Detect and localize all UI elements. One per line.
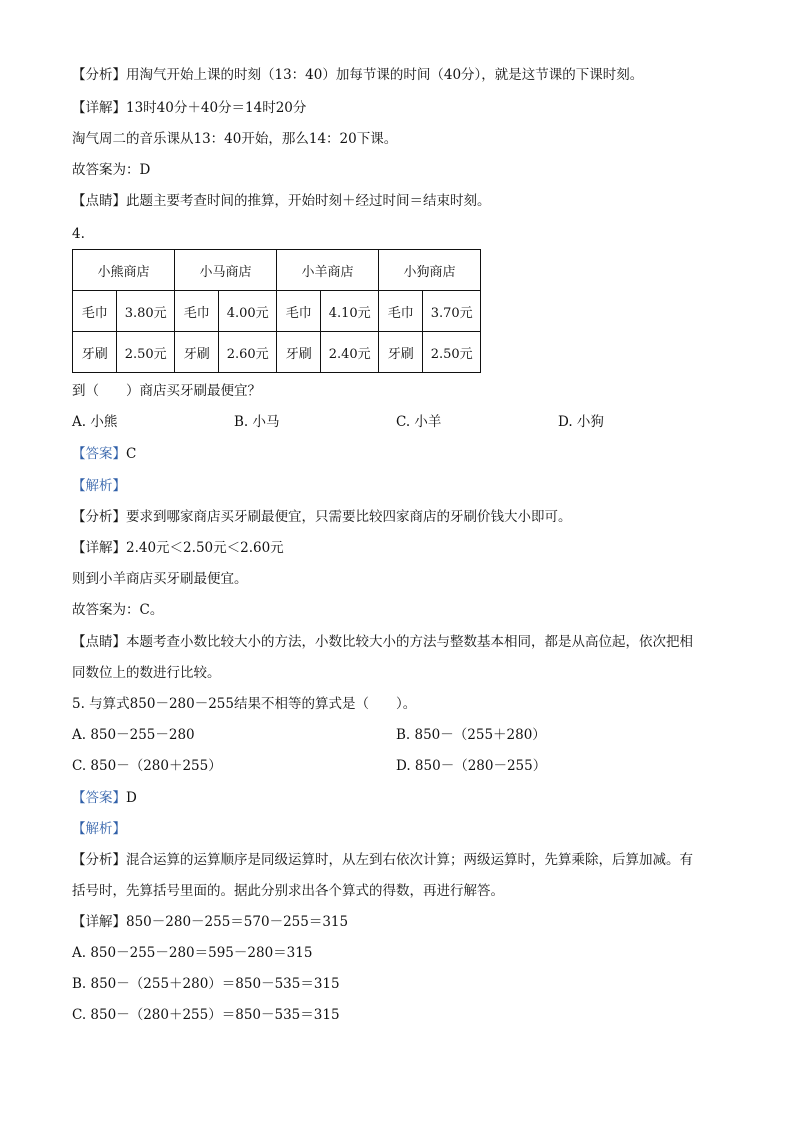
price-table	[72, 249, 481, 373]
q5-detail: 【详解】850－280－255＝570－255＝315	[72, 914, 349, 930]
q5-option-c: C. 850－（280＋255）	[72, 758, 222, 774]
item-name: 牙刷	[379, 332, 423, 373]
q4-analysis: 【分析】要求到哪家商店买牙刷最便宜，只需要比较四家商店的牙刷价钱大小即可。	[72, 509, 572, 525]
price-cell: 2.50元	[423, 332, 481, 373]
table-row	[73, 332, 481, 373]
price-cell: 3.80元	[117, 291, 175, 332]
q4-comment-line2: 同数位上的数进行比较。	[72, 665, 221, 681]
q4-option-a: A. 小熊	[72, 414, 118, 430]
q5-answer	[72, 789, 137, 807]
q4-question: 到（ ）商店买牙刷最便宜？	[72, 383, 261, 399]
price-cell: 4.10元	[321, 291, 379, 332]
answer-tag: 【答案】	[72, 790, 126, 806]
store-name: 小马商店	[175, 250, 277, 291]
price-cell: 3.70元	[423, 291, 481, 332]
item-name: 毛巾	[175, 291, 219, 332]
q5-step-b: B. 850－（255＋280）＝850－535＝315	[72, 976, 340, 992]
q4-answer	[72, 445, 136, 463]
q5-option-d: D. 850－（280－255）	[396, 758, 547, 774]
q3-explanation: 淘气周二的音乐课从13：40开始，那么14：20下课。	[72, 131, 398, 147]
q5-option-b: B. 850－（255＋280）	[396, 727, 546, 743]
store-name: 小羊商店	[277, 250, 379, 291]
answer-tag: 【答案】	[72, 446, 126, 462]
item-name: 毛巾	[277, 291, 321, 332]
item-name: 毛巾	[73, 291, 117, 332]
answer-value: D	[126, 790, 137, 806]
q5-analysis-line1: 【分析】混合运算的运算顺序是同级运算时，从左到右依次计算；两级运算时，先算乘除，后算加减。有	[72, 852, 693, 868]
store-name: 小狗商店	[379, 250, 481, 291]
q4-conclusion: 则到小羊商店买牙刷最便宜。	[72, 571, 248, 587]
q4-option-d: D. 小狗	[558, 414, 604, 430]
q3-detail: 【详解】13时40分＋40分＝14时20分	[72, 100, 307, 116]
answer-value: C	[126, 446, 137, 462]
q3-analysis: 【分析】用淘气开始上课的时刻（13：40）加每节课的时间（40分），就是这节课的下课时刻。	[72, 67, 644, 83]
price-cell: 2.60元	[219, 332, 277, 373]
q5-option-a: A. 850－255－280	[72, 727, 195, 743]
item-name: 牙刷	[73, 332, 117, 373]
q3-comment: 【点睛】此题主要考查时间的推算，开始时刻＋经过时间＝结束时刻。	[72, 193, 491, 209]
item-name: 牙刷	[175, 332, 219, 373]
q4-detail: 【详解】2.40元＜2.50元＜2.60元	[72, 540, 284, 556]
q4-analysis-tag: 【解析】	[72, 478, 126, 494]
price-cell: 2.50元	[117, 332, 175, 373]
table-row	[73, 291, 481, 332]
q4-number: 4.	[72, 226, 85, 242]
store-name: 小熊商店	[73, 250, 175, 291]
q4-comment-line1: 【点睛】本题考查小数比较大小的方法，小数比较大小的方法与整数基本相同，都是从高位起，依次把相	[72, 634, 693, 650]
q4-option-c: C. 小羊	[396, 414, 442, 430]
q5-step-c: C. 850－（280＋255）＝850－535＝315	[72, 1007, 340, 1023]
price-cell: 2.40元	[321, 332, 379, 373]
q5-question: 5. 与算式850－280－255结果不相等的算式是（ ）。	[72, 696, 417, 712]
q3-answer: 故答案为：D	[72, 162, 151, 178]
q5-step-a: A. 850－255－280＝595－280＝315	[72, 945, 313, 961]
q4-option-b: B. 小马	[234, 414, 280, 430]
q5-analysis-line2: 括号时，先算括号里面的。据此分别求出各个算式的得数，再进行解答。	[72, 883, 504, 899]
item-name: 牙刷	[277, 332, 321, 373]
item-name: 毛巾	[379, 291, 423, 332]
table-header-row	[73, 250, 481, 291]
q4-answer-line: 故答案为：C。	[72, 602, 164, 618]
price-cell: 4.00元	[219, 291, 277, 332]
q5-analysis-tag: 【解析】	[72, 821, 126, 837]
